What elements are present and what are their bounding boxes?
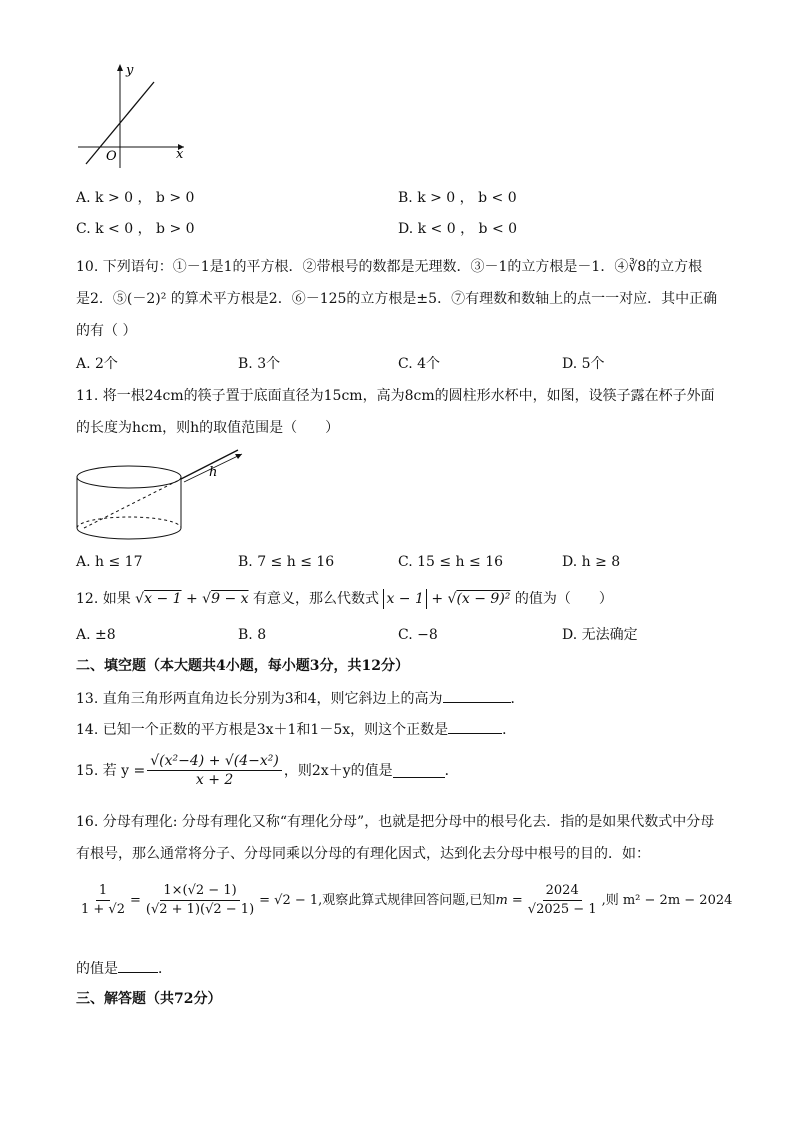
fraction-2: $\frac{1\times(√2 - 1)}{(√2 + 1)(√2 - 1)}$ (145, 883, 255, 917)
q10-line-3: 的有（ ） (76, 323, 137, 339)
q11-line-1: 11. 将一根24cm的筷子置于底面直径为15cm，高为8cm的圆柱形水杯中，如图，设筷子露在杯子外面 (76, 388, 715, 404)
linear-function-graph (72, 60, 192, 172)
answer-blank (448, 719, 502, 734)
q10-line-1: 10. 下列语句：①－1是1的平方根．②带根号的数都是无理数．③－1的立方根是－1．④∛8的立方根 (76, 259, 703, 275)
q11-option-b: B. 7 ≤ h ≤ 16 (238, 554, 335, 570)
q13-stem: 13. 直角三角形两直角边长分别为3和4，则它斜边上的高为 ． (76, 688, 525, 709)
cup-top-rim (77, 466, 181, 488)
q9-option-d: D. k < 0 ， b < 0 (398, 221, 518, 237)
radicand-2: 9 − x (211, 591, 249, 607)
origin-label: O (106, 149, 117, 164)
q10-option-c: C. 4个 (398, 356, 441, 372)
q11-line-2: 的长度为hcm，则h的取值范围是（ ） (76, 420, 340, 436)
h-label: h (209, 465, 218, 480)
radical-sign: √ (135, 591, 145, 607)
q14-stem: 14. 已知一个正数的平方根是3x＋1和1－5x，则这个正数是 ． (76, 719, 516, 740)
y-axis-arrow (117, 64, 123, 71)
cylinder-cup-figure (72, 442, 262, 544)
absolute-value: x − 1 (383, 589, 426, 609)
cup-bottom-front (77, 528, 181, 539)
q12-option-a: A. ±8 (76, 627, 116, 643)
q10-line-2: 是2．⑤(－2)² 的算术平方根是2．⑥－125的立方根是±5．⑦有理数和数轴上的点一一对应．其中正确 (76, 291, 718, 307)
fraction-1: $\frac{1}{1 + √2}$ (81, 883, 125, 917)
cube-root-8: ∛8 (628, 259, 647, 275)
radicand-3: (x − 9)² (456, 591, 511, 607)
q15-stem: 15. 若 y = $\frac{\text{√(x²−4) + √(4−x²)}}{x + 2}$ ，则2x＋y的值是 ． (76, 753, 459, 788)
q9-option-a: A. k > 0 ， b > 0 (76, 190, 195, 206)
radical-sign: √ (202, 591, 212, 607)
cup-bottom-back (77, 517, 181, 528)
q16-line-2: 有根号，那么通常将分子、分母同乘以分母的有理化因式，达到化去分母中根号的目的．如： (76, 846, 650, 862)
q11-option-c: C. 15 ≤ h ≤ 16 (398, 554, 504, 570)
q16-line-1: 16. 分母有理化: 分母有理化又称“有理化分母”，也就是把分母中的根号化去．指的是如果代数式中分母 (76, 814, 715, 830)
y-axis-label: y (126, 63, 134, 78)
q12-option-d: D. 无法确定 (562, 627, 638, 643)
q11-option-a: A. h ≤ 17 (76, 554, 143, 570)
q9-option-c: C. k < 0 ， b > 0 (76, 221, 195, 237)
answer-blank (393, 763, 445, 778)
radical-sign: √ (447, 591, 457, 607)
section-3-title: 三、解答题（共72分） (76, 991, 222, 1007)
q16-formula-line: $\frac{1}{1 + √2}$ = $\frac{1\times(√2 - 1)}{(√2 + 1)(√2 - 1)}$ = √2 − 1 ,观察此算式规律回答问题,已知 m = $\frac{2024}{√2025 - 1}$ ,则 m² − 2m − 2024 (76, 882, 732, 919)
q10-option-b: B. 3个 (238, 356, 281, 372)
x-axis-label: x (176, 147, 184, 162)
section-2-title: 二、填空题（本大题共4小题，每小题3分，共12分） (76, 658, 409, 674)
fraction-3: $\frac{2024}{√2025 - 1}$ (527, 883, 597, 917)
q9-option-b: B. k > 0 ， b < 0 (398, 190, 517, 206)
q10-option-d: D. 5个 (562, 356, 605, 372)
q12-option-b: B. 8 (238, 627, 267, 643)
q12-option-c: C. −8 (398, 627, 438, 643)
answer-blank (443, 688, 511, 703)
q15-fraction: $\frac{\text{√(x²−4) + √(4−x²)}}{x + 2}$ (147, 752, 282, 789)
q16-line-4: 的值是 ． (76, 958, 172, 979)
q12-stem: 12. 如果 √x − 1 + √9 − x 有意义，那么代数式 x − 1 + √(x − 9)² 的值为（ ） (76, 591, 613, 607)
answer-blank (118, 958, 158, 973)
q10-option-a: A. 2个 (76, 356, 118, 372)
q11-option-d: D. h ≥ 8 (562, 554, 621, 570)
radicand-1: x − 1 (144, 591, 182, 607)
